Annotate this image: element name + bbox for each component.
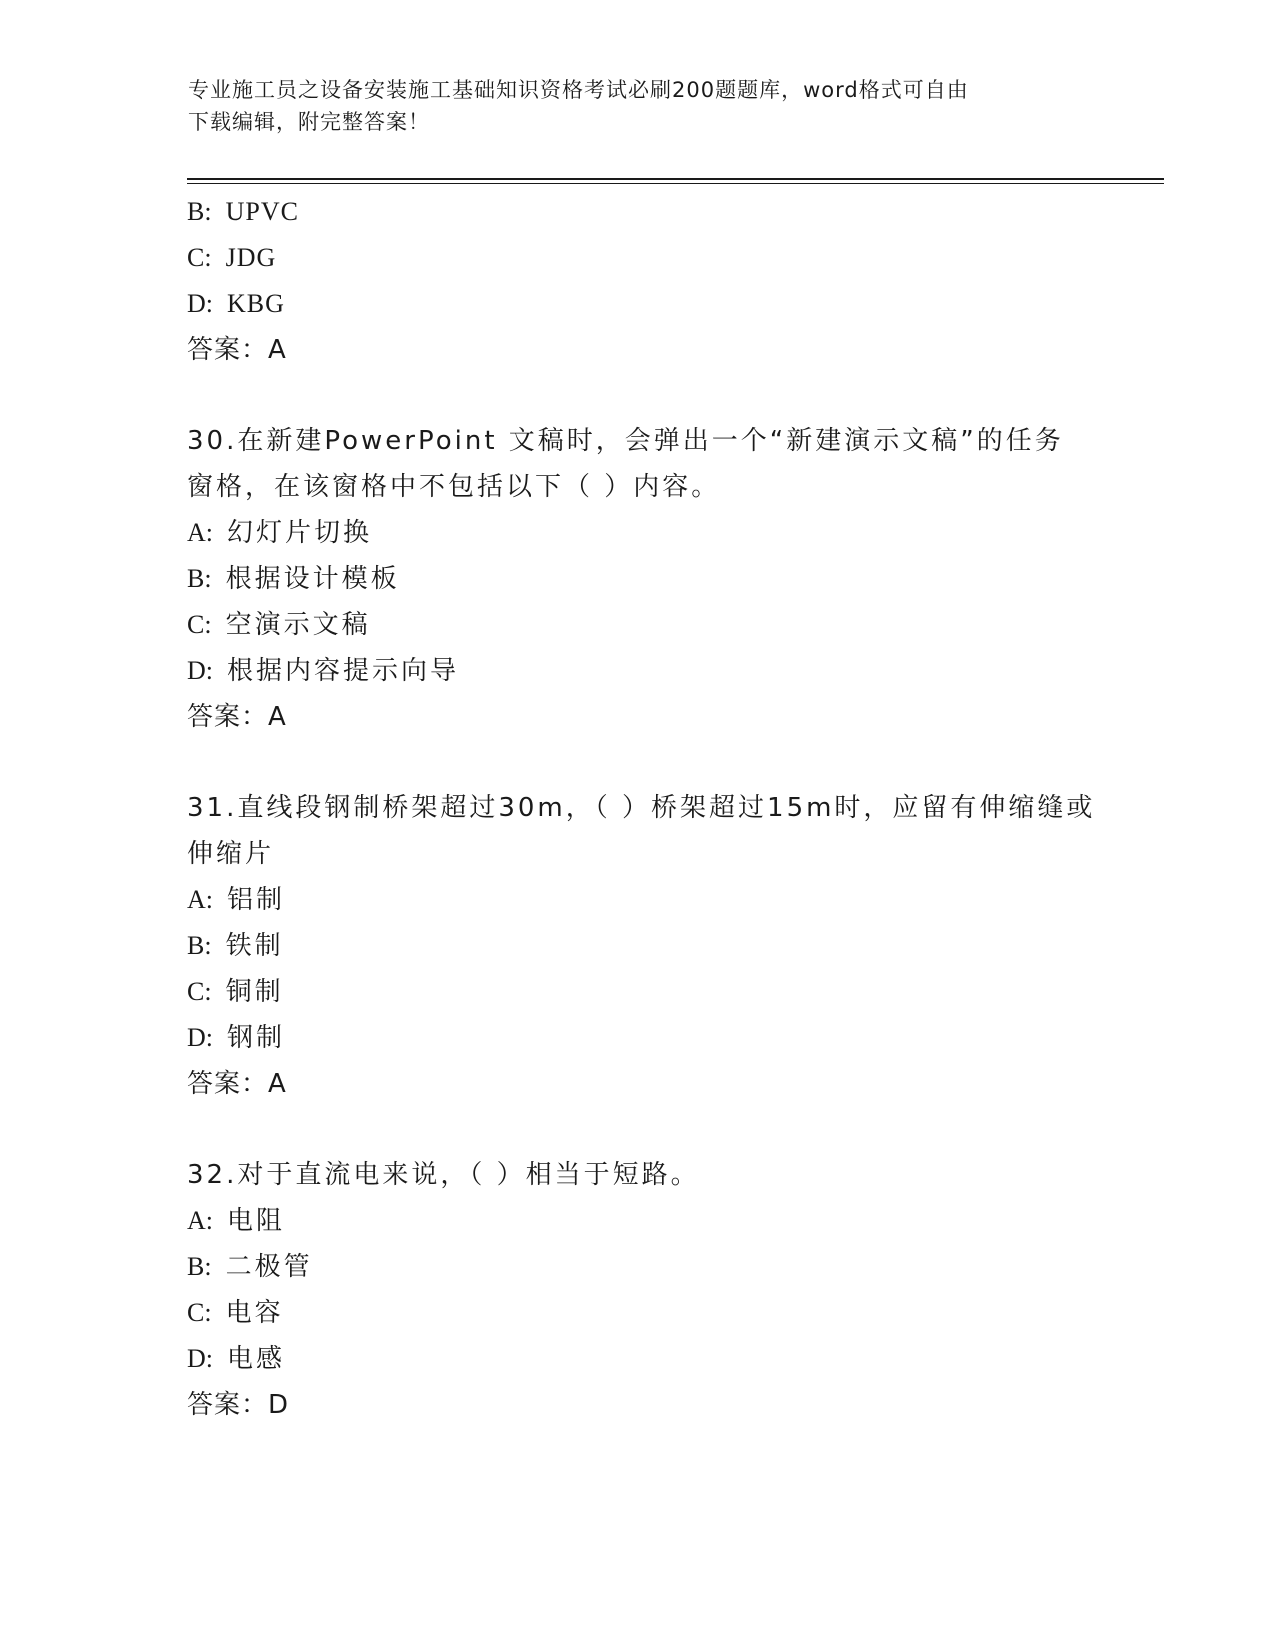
option-b bbox=[187, 923, 1087, 969]
option-b bbox=[187, 1244, 1087, 1290]
answer-line: 答案：D bbox=[187, 1390, 290, 1420]
question-30 bbox=[187, 418, 1087, 740]
option-letter: D: bbox=[187, 656, 213, 685]
option-d bbox=[187, 648, 1087, 694]
option-letter: B: bbox=[187, 564, 212, 593]
question-31 bbox=[187, 785, 1096, 1107]
option-letter: B: bbox=[187, 1252, 212, 1281]
option-c bbox=[187, 602, 1087, 648]
option-text: 钢制 bbox=[227, 1023, 286, 1053]
option-letter: C: bbox=[187, 243, 212, 272]
option-letter: B: bbox=[187, 931, 212, 960]
option-text: 铁制 bbox=[225, 931, 284, 961]
question-stem-line-1: 31.直线段钢制桥架超过30m，（ ）桥架超过15m时，应留有伸缩缝或 bbox=[187, 793, 1096, 823]
option-b bbox=[187, 556, 1087, 602]
option-letter: A: bbox=[187, 885, 213, 914]
option-text: 铜制 bbox=[225, 977, 284, 1007]
option-c bbox=[187, 969, 1087, 1015]
option-a bbox=[187, 1198, 1087, 1244]
option-text: 二极管 bbox=[225, 1252, 313, 1282]
header-line-1: 专业施工员之设备安装施工基础知识资格考试必刷200题题库，word格式可自由 bbox=[188, 78, 969, 102]
option-d bbox=[187, 1336, 1087, 1382]
option-letter: C: bbox=[187, 610, 212, 639]
question-stem-line-1: 32.对于直流电来说，（ ）相当于短路。 bbox=[187, 1160, 700, 1190]
header-divider-thin bbox=[187, 183, 1164, 184]
option-text: 铝制 bbox=[227, 885, 286, 915]
header-divider-thick bbox=[187, 178, 1164, 180]
option-text: UPVC bbox=[225, 197, 299, 226]
option-letter: D: bbox=[187, 1344, 213, 1373]
option-text: JDG bbox=[225, 243, 277, 272]
option-letter: A: bbox=[187, 518, 213, 547]
option-text: 电阻 bbox=[227, 1206, 286, 1236]
question-list bbox=[187, 189, 1096, 1428]
option-b bbox=[187, 189, 1087, 235]
option-text: 幻灯片切换 bbox=[227, 518, 373, 548]
option-text: KBG bbox=[227, 289, 285, 318]
option-letter: A: bbox=[187, 1206, 213, 1235]
question-32 bbox=[187, 1152, 1087, 1428]
document-header bbox=[188, 74, 1088, 138]
option-text: 电感 bbox=[227, 1344, 286, 1374]
answer-line: 答案：A bbox=[187, 702, 287, 732]
option-letter: B: bbox=[187, 197, 212, 226]
option-text: 根据设计模板 bbox=[225, 564, 400, 594]
question-stem-line-2: 伸缩片 bbox=[187, 839, 275, 869]
option-c bbox=[187, 1290, 1087, 1336]
option-text: 根据内容提示向导 bbox=[227, 656, 460, 686]
option-text: 电容 bbox=[225, 1298, 284, 1328]
option-a bbox=[187, 510, 1087, 556]
answer-line: 答案：A bbox=[187, 1069, 287, 1099]
option-d bbox=[187, 281, 1087, 327]
option-letter: C: bbox=[187, 1298, 212, 1327]
option-letter: C: bbox=[187, 977, 212, 1006]
option-d bbox=[187, 1015, 1087, 1061]
option-a bbox=[187, 877, 1087, 923]
answer-line: 答案：A bbox=[187, 335, 287, 365]
header-line-2: 下载编辑，附完整答案！ bbox=[188, 110, 430, 134]
option-letter: D: bbox=[187, 289, 213, 318]
option-c bbox=[187, 235, 1087, 281]
question-stem-line-1: 30.在新建PowerPoint 文稿时，会弹出一个“新建演示文稿”的任务 bbox=[187, 426, 1064, 456]
option-text: 空演示文稿 bbox=[225, 610, 371, 640]
option-letter: D: bbox=[187, 1023, 213, 1052]
question-stem-line-2: 窗格，在该窗格中不包括以下（ ）内容。 bbox=[187, 472, 721, 502]
question-29-continuation bbox=[187, 189, 1087, 373]
